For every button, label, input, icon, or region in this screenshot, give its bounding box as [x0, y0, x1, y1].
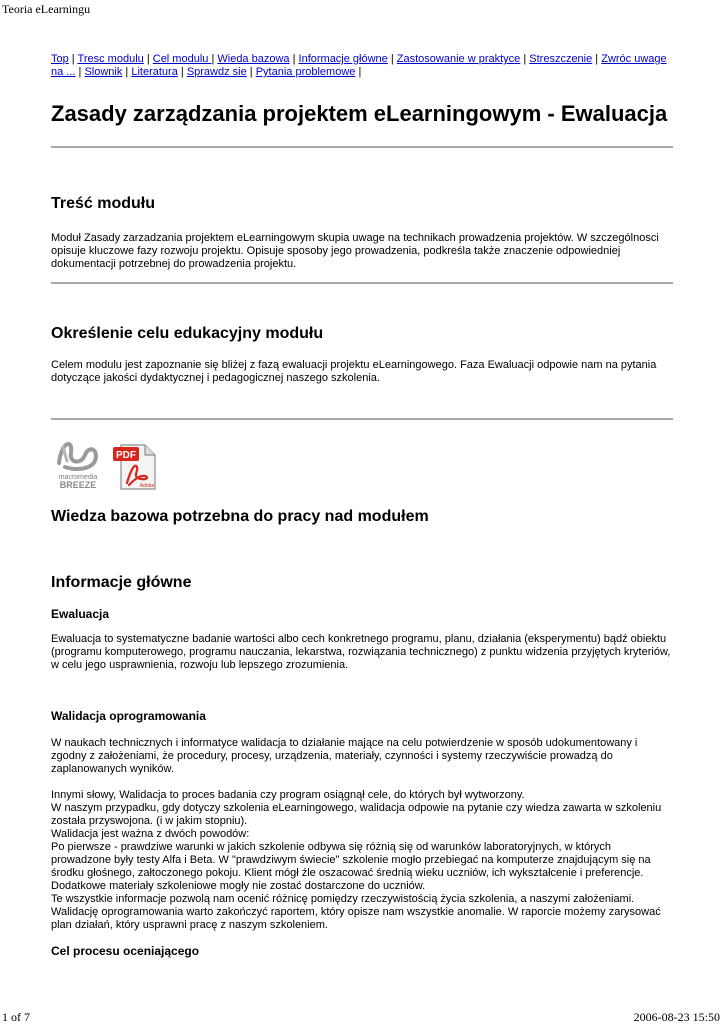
nav-link-sprawdz-sie[interactable]: Sprawdz sie: [186, 66, 247, 78]
nav-link-zastosowanie[interactable]: Zastosowanie w praktyce: [396, 53, 521, 65]
pdf-document-icon[interactable]: [111, 443, 159, 491]
text-ewaluacja: Ewaluacja to systematyczne badanie wartości albo cech konkretnego programu, planu, działania (eksperymentu) bądź obiektu (programu komputerowego, programu nauczania, lekarstwa, rozwiązania technicznego) z punktu widzenia przyjętych kryteriów, w celu jego usprawnienia, rozwoju lub lepszego zrozumienia.: [51, 633, 671, 671]
macromedia-breeze-icon[interactable]: [51, 433, 105, 491]
divider: [51, 418, 673, 420]
nav-link-top[interactable]: Top: [51, 53, 69, 65]
nav-link-cel-modulu[interactable]: Cel modulu: [152, 53, 212, 65]
divider: [51, 146, 673, 148]
top-navigation: Top | Tresc modulu | Cel modulu | Wieda bazowa | Informacje główne | Zastosowanie w praktyce | Streszczenie | Zwróc uwage na ... | Slownik | Literatura | Sprawdz sie | Pytania problemowe |: [51, 53, 667, 78]
nav-link-informacje-glowne[interactable]: Informacje główne: [298, 53, 388, 65]
divider: [51, 282, 673, 284]
subheading-ewaluacja: Ewaluacja: [51, 607, 110, 621]
nav-link-pytania-problemowe[interactable]: Pytania problemowe: [255, 66, 356, 78]
section-heading-informacje: Informacje główne: [51, 574, 192, 591]
subheading-walidacja: Walidacja oprogramowania: [51, 709, 206, 723]
pdf-brand-label: Adobe: [139, 483, 155, 489]
nav-link-wieda-bazowa[interactable]: Wieda bazowa: [217, 53, 290, 65]
section-text-cel: Celem modulu jest zapoznanie się bliżej z fazą ewaluacji projektu eLearningowego. Faza Ewaluacji odpowie nam na pytania dotyczące jakości dydaktycznej i pedagogicznej naszego szkolenia.: [51, 359, 657, 384]
page-title: Zasady zarządzania projektem eLearningowym - Ewaluacja: [51, 101, 668, 126]
nav-link-tresc-modulu[interactable]: Tresc modulu: [77, 53, 144, 65]
subheading-cel-procesu: Cel procesu oceniającego: [51, 944, 200, 958]
walidacja-line: Po pierwsze - prawdziwe warunki w jakich szkolenie odbywa się różnią się od warunków laboratoryjnych, w których prowadzone były testy Alfa i Beta. W "prawdziwym świecie" szkolenie mogło przebiegać na komputerze znajdującym się na środku głośnego, załtoczonego pokoju. Klient mógł źle oszacować średnią wieku uczniów, ich wykształcenie i preferencje. Dodatkowe materiały szkoleniowe mogły nie zostać dostarczone do uczniów.: [51, 841, 651, 892]
pdf-badge-label: PDF: [116, 450, 136, 461]
walidacja-line: Te wszystkie informacje pozwolą nam ocenić różnicę pomiędzy rzeczywistością życia szkolenia, a naszymi założeniami.: [51, 893, 635, 905]
print-header-title: Teoria eLearningu: [2, 2, 91, 16]
media-icons: [51, 433, 673, 491]
section-heading-wiedza: Wiedza bazowa potrzebna do pracy nad modułem: [51, 508, 429, 525]
section-text-tresc: Moduł Zasady zarzadzania projektem eLearningowym skupia uwage na technikach prowadzenia projektów. W szczególnosci opisuje kluczowe fazy rozwoju projektu. Opisuje sposoby jego prowadzenia, podkreśla także znaczenie odpowiedniej dokumentacji potrzebnej do prowadzenia projektu.: [51, 232, 659, 270]
walidacja-line: Walidacja jest ważna z dwóch powodów:: [51, 828, 250, 840]
section-heading-cel: Określenie celu edukacyjny modułu: [51, 325, 324, 342]
nav-link-literatura[interactable]: Literatura: [131, 66, 178, 78]
nav-link-zwroc-uwage[interactable]: Zwróc uwage na ...: [51, 53, 667, 78]
walidacja-line: W naszym przypadku, gdy dotyczy szkolenia eLearningowego, walidacja odpowie na pytanie czy wiedza zawarta w szkoleniu została przyswojona. (i w jakim stopniu).: [51, 802, 662, 827]
walidacja-line: Walidację oprogramowania warto zakończyć raportem, który opisze nam wszystkie anomalie. W raporcie możemy zarysować plan działań, który usprawni pracę z naszym szkoleniem.: [51, 906, 661, 931]
breeze-brand-line1: macromedia: [58, 474, 98, 481]
breeze-brand-line2: BREEZE: [59, 480, 97, 490]
print-footer-page: 1 of 7: [2, 1010, 30, 1024]
page-content: [51, 53, 673, 959]
section-heading-tresc: Treść modułu: [51, 195, 156, 212]
nav-link-streszczenie[interactable]: Streszczenie: [529, 53, 593, 65]
text-walidacja-intro: W naukach technicznych i informatyce walidacja to działanie mające na celu potwierdzenie w sposób udokumentowany i zgodny z założeniami, że procedury, procesy, urządzenia, materiały, czynności i systemy rzeczywiście prowadzą do zaplanowanych wyników.: [51, 737, 638, 775]
nav-link-slownik[interactable]: Slownik: [84, 66, 123, 78]
walidacja-line: Innymi słowy, Walidacja to proces badania czy program osiągnął cele, do których był wytworzony.: [51, 789, 525, 801]
print-footer-datetime: 2006-08-23 15:50: [633, 1010, 720, 1024]
walidacja-details: [51, 789, 673, 932]
